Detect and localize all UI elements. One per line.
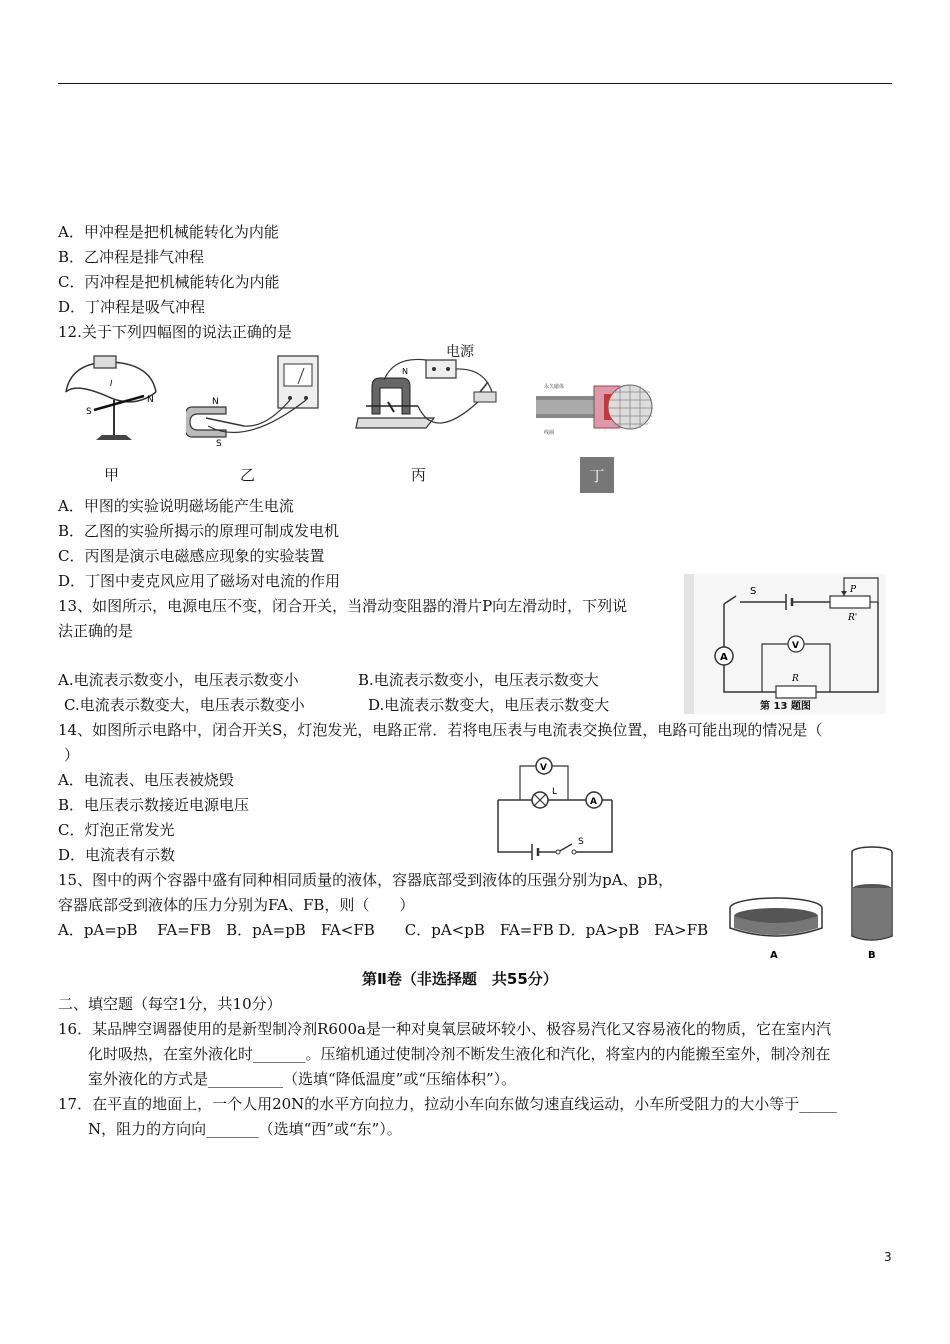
svg-text:S: S	[216, 439, 222, 447]
svg-text:N: N	[212, 397, 219, 407]
q11-option-d: D．丁冲程是吸气冲程	[58, 298, 206, 316]
svg-text:V: V	[540, 763, 547, 773]
q16-line1: 16．某品牌空调器使用的是新型制冷剂R600a是一种对臭氧层破坏较小、极容易汽化又容易液化的物质，它在室内汽	[58, 1020, 831, 1038]
svg-text:N: N	[147, 395, 154, 405]
svg-text:永久磁体: 永久磁体	[544, 384, 565, 390]
svg-text:S: S	[750, 586, 757, 597]
q13-option-a: A.电流表示数变小，电压表示数变小	[58, 671, 299, 689]
q12-option-a: A．甲图的实验说明磁场能产生电流	[58, 497, 294, 515]
q14-option-a: A．电流表、电压表被烧毁	[58, 771, 234, 789]
svg-text:R: R	[792, 674, 799, 684]
header-rule	[58, 83, 892, 84]
q15-containers-figure	[726, 842, 898, 964]
q15-label-a: A	[770, 950, 778, 961]
q12-label-yi: 乙	[240, 466, 256, 484]
q14-stem-line1: 14、如图所示电路中，闭合开关S，灯泡发光，电路正常．若将电压表与电流表交换位置，电路可能出现的情况是（	[58, 721, 823, 739]
q12-figure-jia	[56, 352, 166, 447]
q14-option-b: B．电压表示数接近电源电压	[58, 796, 250, 814]
q12-stem: 12.关于下列四幅图的说法正确的是	[58, 323, 292, 341]
q15-stem-line1: 15、图中的两个容器中盛有同种相同质量的液体，容器底部受到液体的压强分别为pA、pB，	[58, 871, 674, 889]
svg-text:I: I	[110, 379, 113, 388]
q13-stem-line2: 法正确的是	[58, 622, 134, 640]
q15-stem-line2: 容器底部受到液体的压力分别为FA、FB，则（ ）	[58, 896, 415, 914]
svg-text:A: A	[720, 652, 728, 663]
q15-label-b: B	[868, 950, 876, 961]
page-number: 3	[884, 1250, 892, 1264]
q17-line2: N，阻力的方向向_______（选填“西”或“东”）。	[88, 1120, 402, 1138]
q12-figure-bing	[354, 356, 514, 448]
svg-text:V: V	[792, 641, 799, 651]
q13-circuit-figure	[684, 574, 886, 714]
q13-option-b: B.电流表示数变小，电压表示数变大	[358, 671, 599, 689]
q13-option-d: D.电流表示数变大，电压表示数变大	[368, 696, 610, 714]
q15-options: A．pA=pB FA=FB B．pA=pB FA<FB C．pA<pB FA=FB D．pA>pB FA>FB	[58, 921, 709, 939]
q12-label-bing: 丙	[411, 466, 427, 484]
svg-text:N: N	[402, 367, 408, 376]
q12-option-b: B．乙图的实验所揭示的原理可制成发电机	[58, 522, 340, 540]
svg-text:S: S	[86, 407, 92, 417]
svg-text:P: P	[850, 585, 857, 595]
svg-text:A: A	[590, 797, 597, 807]
section2-subtitle: 二、填空题（每空1分，共10分）	[58, 995, 282, 1013]
q12-option-d: D．丁图中麦克风应用了磁场对电流的作用	[58, 572, 341, 590]
q11-option-b: B．乙冲程是排气冲程	[58, 248, 205, 266]
q14-option-d: D．电流表有示数	[58, 846, 176, 864]
q12-figure-yi	[186, 352, 326, 447]
q13-figure-caption: 第 13 题图	[760, 701, 811, 712]
q12-option-c: C．丙图是演示电磁感应现象的实验装置	[58, 547, 325, 565]
q11-option-a: A．甲冲程是把机械能转化为内能	[58, 223, 279, 241]
q12-figure-ding	[534, 372, 654, 442]
q12-label-jia: 甲	[104, 466, 120, 484]
q16-line3: 室外液化的方式是__________（选填“降低温度”或“压缩体积”）。	[88, 1070, 517, 1088]
q13-option-c: C.电流表示数变大，电压表示数变小	[64, 696, 305, 714]
q11-option-c: C．丙冲程是把机械能转化为内能	[58, 273, 280, 291]
q13-stem-line1: 13、如图所示，电源电压不变，闭合开关，当滑动变阻器的滑片P向左滑动时，下列说	[58, 597, 628, 615]
svg-text:线圈: 线圈	[544, 430, 555, 436]
q14-circuit-figure	[490, 756, 620, 860]
q14-stem-line2: ）	[64, 746, 80, 764]
q14-option-c: C．灯泡正常发光	[58, 821, 175, 839]
svg-text:S: S	[578, 837, 584, 847]
q17-line1: 17．在平直的地面上，一个人用20N的水平方向拉力，拉动小车向东做匀速直线运动，小车所受阻力的大小等于_____	[58, 1095, 837, 1113]
q12-label-ding: 丁	[580, 457, 614, 493]
svg-text:L: L	[552, 787, 558, 797]
section2-title: 第Ⅱ卷（非选择题 共55分）	[362, 970, 558, 988]
q12-power-label: 电源	[446, 344, 474, 360]
q16-line2: 化时吸热，在室外液化时_______。压缩机通过使制冷剂不断发生液化和汽化，将室内的内能搬至室外，制冷剂在	[88, 1045, 831, 1063]
svg-text:R': R'	[848, 613, 858, 623]
